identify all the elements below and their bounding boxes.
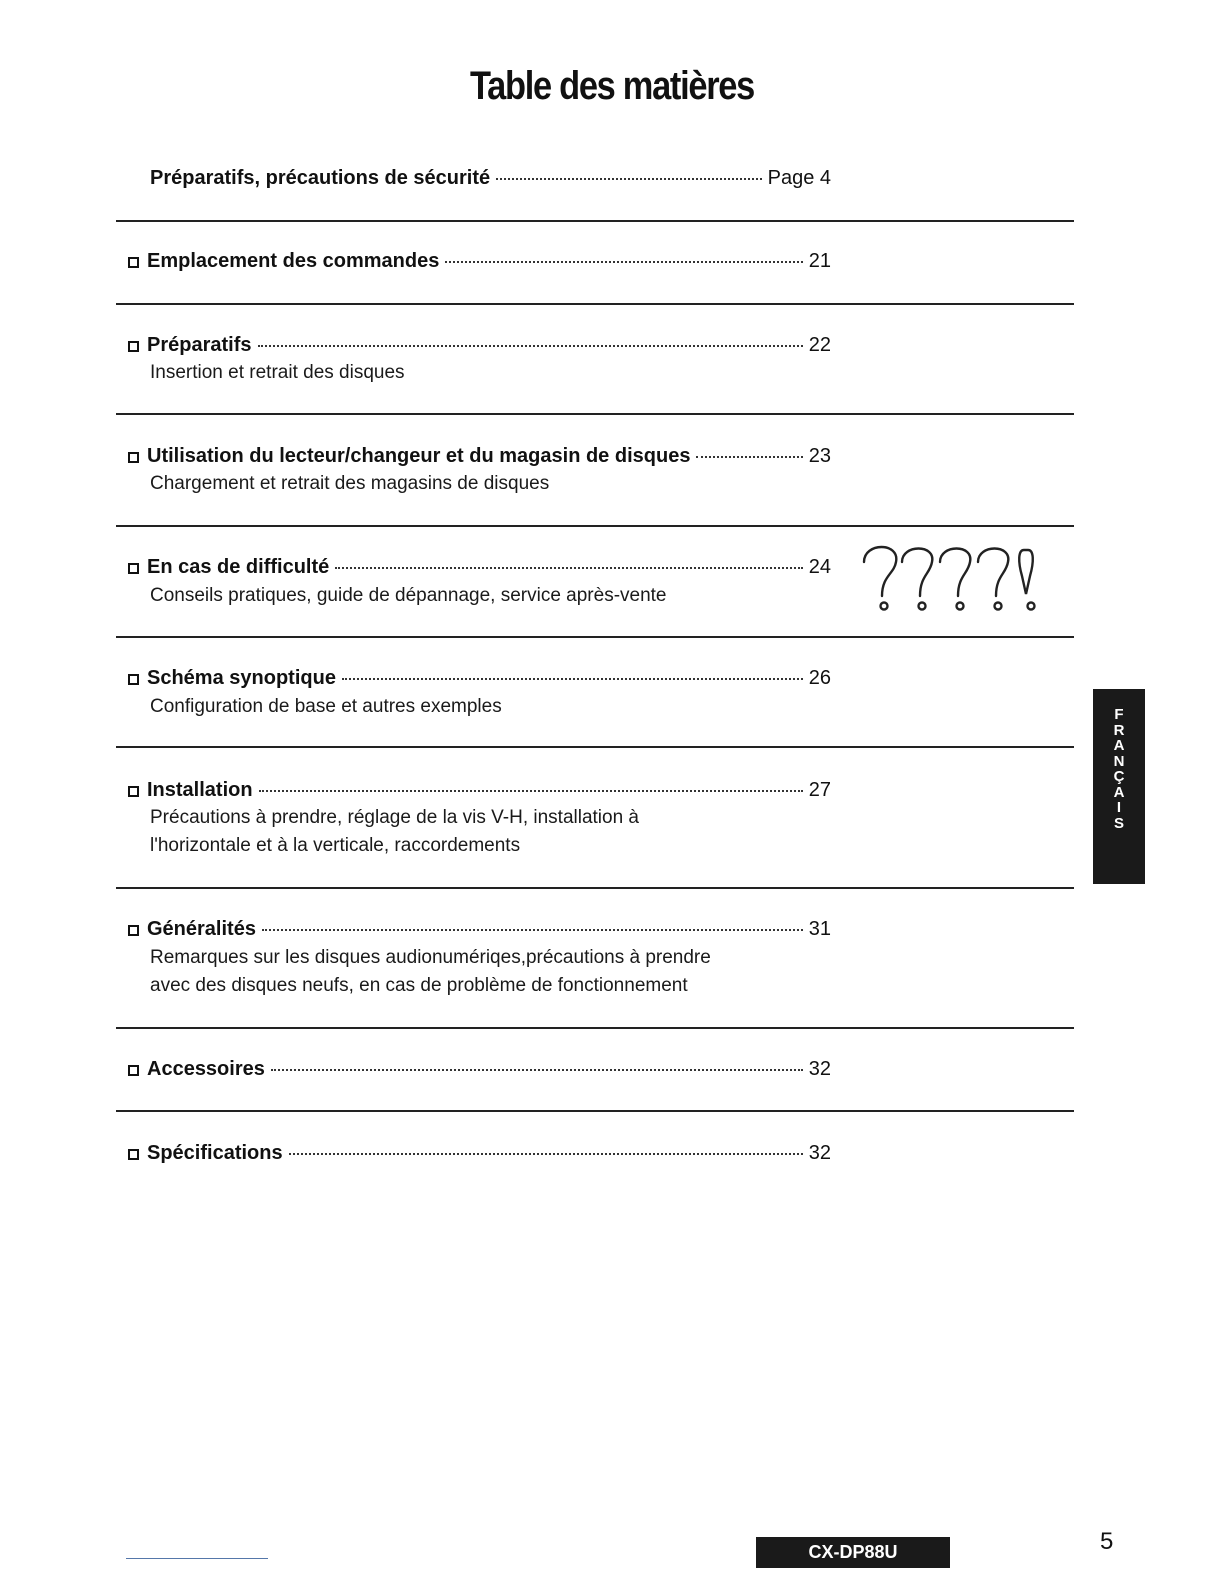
toc-subtext: Précautions à prendre, réglage de la vis V-H, installation à xyxy=(150,807,639,828)
toc-heading: Préparatifs xyxy=(147,334,252,356)
language-letter: S xyxy=(1113,814,1124,832)
language-letter: R xyxy=(1113,721,1125,739)
divider xyxy=(116,220,1074,222)
toc-heading: En cas de difficulté xyxy=(147,556,330,578)
toc-page: 27 xyxy=(808,779,831,801)
page-title: Table des matières xyxy=(470,64,754,108)
divider xyxy=(116,1110,1074,1112)
toc-heading: Généralités xyxy=(147,918,256,940)
toc-entry[interactable] xyxy=(128,250,831,273)
toc-heading: Schéma synoptique xyxy=(147,667,336,689)
toc-page: 31 xyxy=(808,918,831,940)
toc-page: 22 xyxy=(808,334,831,356)
checkbox-icon xyxy=(128,1065,139,1076)
divider xyxy=(116,887,1074,889)
toc-entry[interactable] xyxy=(128,918,831,941)
model-label: CX-DP88U xyxy=(756,1537,950,1568)
language-letter: I xyxy=(1116,799,1122,816)
toc-subtext: Conseils pratiques, guide de dépannage, service après-vente xyxy=(150,585,667,606)
divider xyxy=(116,636,1074,638)
toc-subtext: l'horizontale et à la verticale, raccordements xyxy=(150,835,521,856)
toc-heading: Installation xyxy=(147,779,253,801)
toc-entry[interactable] xyxy=(128,667,831,690)
language-letter: A xyxy=(1113,783,1125,801)
toc-heading: Emplacement des commandes xyxy=(147,250,440,272)
dot-leader xyxy=(445,261,802,263)
divider xyxy=(116,525,1074,527)
checkbox-icon xyxy=(128,786,139,797)
dot-leader xyxy=(259,790,803,792)
checkbox-icon xyxy=(128,1149,139,1160)
toc-heading: Spécifications xyxy=(147,1142,283,1164)
checkbox-icon xyxy=(128,674,139,685)
intro-page: Page 4 xyxy=(767,167,831,189)
dot-leader xyxy=(271,1069,803,1071)
toc-entry[interactable] xyxy=(128,779,831,802)
intro-line[interactable] xyxy=(150,167,831,190)
dot-leader xyxy=(696,456,802,458)
toc-page: 26 xyxy=(808,667,831,689)
toc-subtext: Remarques sur les disques audionumériqes,précautions à prendre xyxy=(150,947,711,968)
toc-entry[interactable] xyxy=(128,1142,831,1165)
checkbox-icon xyxy=(128,563,139,574)
toc-heading: Utilisation du lecteur/changeur et du magasin de disques xyxy=(147,445,691,467)
language-tab xyxy=(1093,689,1145,884)
language-letter: A xyxy=(1113,737,1125,754)
dot-leader xyxy=(258,345,803,347)
toc-entry[interactable] xyxy=(128,1058,831,1081)
toc-heading: Accessoires xyxy=(147,1058,265,1080)
toc-entry[interactable] xyxy=(128,445,831,468)
toc-subtext: Configuration de base et autres exemples xyxy=(150,696,502,717)
language-letter: F xyxy=(1114,706,1124,723)
checkbox-icon xyxy=(128,452,139,463)
divider xyxy=(116,1027,1074,1029)
divider xyxy=(116,746,1074,748)
toc-page: 21 xyxy=(808,250,831,272)
divider xyxy=(116,413,1074,415)
toc-subtext: avec des disques neufs, en cas de problème de fonctionnement xyxy=(150,975,688,996)
dot-leader xyxy=(342,678,803,680)
language-letter: Ç xyxy=(1113,768,1125,785)
toc-subtext: Chargement et retrait des magasins de disques xyxy=(150,473,550,494)
question-marks-icon xyxy=(858,540,1048,615)
footer-rule xyxy=(126,1558,268,1559)
toc-subtext: Insertion et retrait des disques xyxy=(150,362,405,383)
toc-entry[interactable] xyxy=(128,556,831,579)
language-letter: N xyxy=(1113,752,1125,770)
checkbox-icon xyxy=(128,341,139,352)
checkbox-icon xyxy=(128,257,139,268)
page-number: 5 xyxy=(1100,1528,1114,1555)
checkbox-icon xyxy=(128,925,139,936)
toc-page: 32 xyxy=(808,1058,831,1080)
dot-leader xyxy=(262,929,803,931)
divider xyxy=(116,303,1074,305)
toc-page: 32 xyxy=(808,1142,831,1164)
toc-page: 23 xyxy=(808,445,831,467)
dot-leader xyxy=(289,1153,803,1155)
toc-page: 24 xyxy=(808,556,831,578)
intro-heading: Préparatifs, précautions de sécurité xyxy=(150,167,491,189)
dot-leader xyxy=(335,567,802,569)
toc-entry[interactable] xyxy=(128,334,831,357)
dot-leader xyxy=(496,178,761,180)
